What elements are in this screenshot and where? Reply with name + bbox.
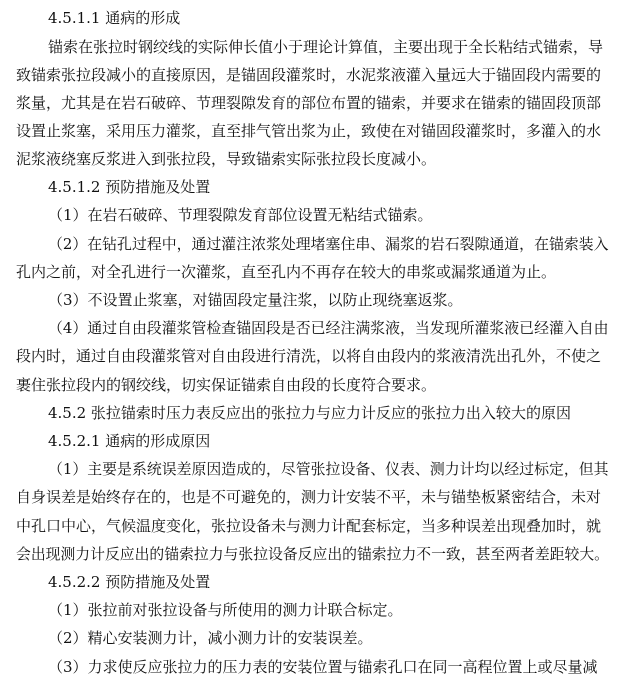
list-item-continuation: 孔内之前，对全孔进行一次灌浆，直至孔内不再存在较大的串浆或漏浆通道为止。 — [16, 263, 557, 281]
paragraph-line: 锚索在张拉时钢绞线的实际伸长值小于理论计算值，主要出现于全长粘结式锚索，导 — [48, 38, 604, 56]
list-item-continuation: 会出现测力计反应出的锚索拉力与张拉设备反应出的锚索拉力不一致，甚至两者差距较大。 — [16, 545, 609, 563]
list-item: （2）在钻孔过程中，通过灌注浓浆处理堵塞住串、漏浆的岩石裂隙通道，在锚索装入 — [48, 235, 609, 253]
heading-4-5-1-2: 4.5.1.2 预防措施及处置 — [48, 178, 211, 196]
list-item-continuation: 段内时，通过自由段灌浆管对自由段进行清洗，以将自由段内的浆液清洗出孔外，不使之 — [16, 347, 602, 365]
heading-4-5-2: 4.5.2 张拉锚索时压力表反应出的张拉力与应力计反应的张拉力出入较大的原因 — [48, 404, 571, 422]
heading-4-5-1-1: 4.5.1.1 通病的形成 — [48, 9, 181, 27]
heading-4-5-2-1: 4.5.2.1 通病的形成原因 — [48, 432, 211, 450]
list-item-continuation: 裹住张拉段内的钢绞线，切实保证锚索自由段的长度符合要求。 — [16, 376, 437, 394]
list-item-continuation: 自身误差是始终存在的，也是不可避免的，测力计安装不平，未与锚垫板紧密结合，未对 — [16, 488, 602, 506]
list-item: （1）在岩石破碎、节理裂隙发育部位设置无粘结式锚索。 — [48, 206, 433, 224]
list-item: （4）通过自由段灌浆管检查锚固段是否已经注满浆液，当发现所灌浆液已经灌入自由 — [48, 319, 609, 337]
list-item: （3）不设置止浆塞，对锚固段定量注浆，以防止现绕塞返浆。 — [48, 291, 463, 309]
list-item: （1）主要是系统误差原因造成的，尽管张拉设备、仪表、测力计均以经过标定，但其 — [48, 460, 609, 478]
list-item: （2）精心安装测力计，减小测力计的安装误差。 — [48, 629, 373, 647]
list-item: （1）张拉前对张拉设备与所使用的测力计联合标定。 — [48, 601, 403, 619]
paragraph-line: 致锚索张拉段减小的直接原因，是锚固段灌浆时，水泥浆液灌入量远大于锚固段内需要的 — [16, 66, 602, 84]
paragraph-line: 设置止浆塞，采用压力灌浆，直至排气管出浆为止，致使在对锚固段灌浆时，多灌入的水 — [16, 122, 602, 140]
paragraph-line: 浆量，尤其是在岩石破碎、节理裂隙发育的部位布置的锚索，并要求在锚索的锚固段顶部 — [16, 94, 602, 112]
heading-4-5-2-2: 4.5.2.2 预防措施及处置 — [48, 573, 211, 591]
list-item: （3）力求使反应张拉力的压力表的安装位置与锚索孔口在同一高程位置上或尽量减 — [48, 658, 598, 676]
list-item-continuation: 中孔口中心，气候温度变化，张拉设备未与测力计配套标定，当多种误差出现叠加时，就 — [16, 517, 602, 535]
paragraph-line: 泥浆液绕塞反浆进入到张拉段，导致锚索实际张拉段长度减小。 — [16, 150, 437, 168]
